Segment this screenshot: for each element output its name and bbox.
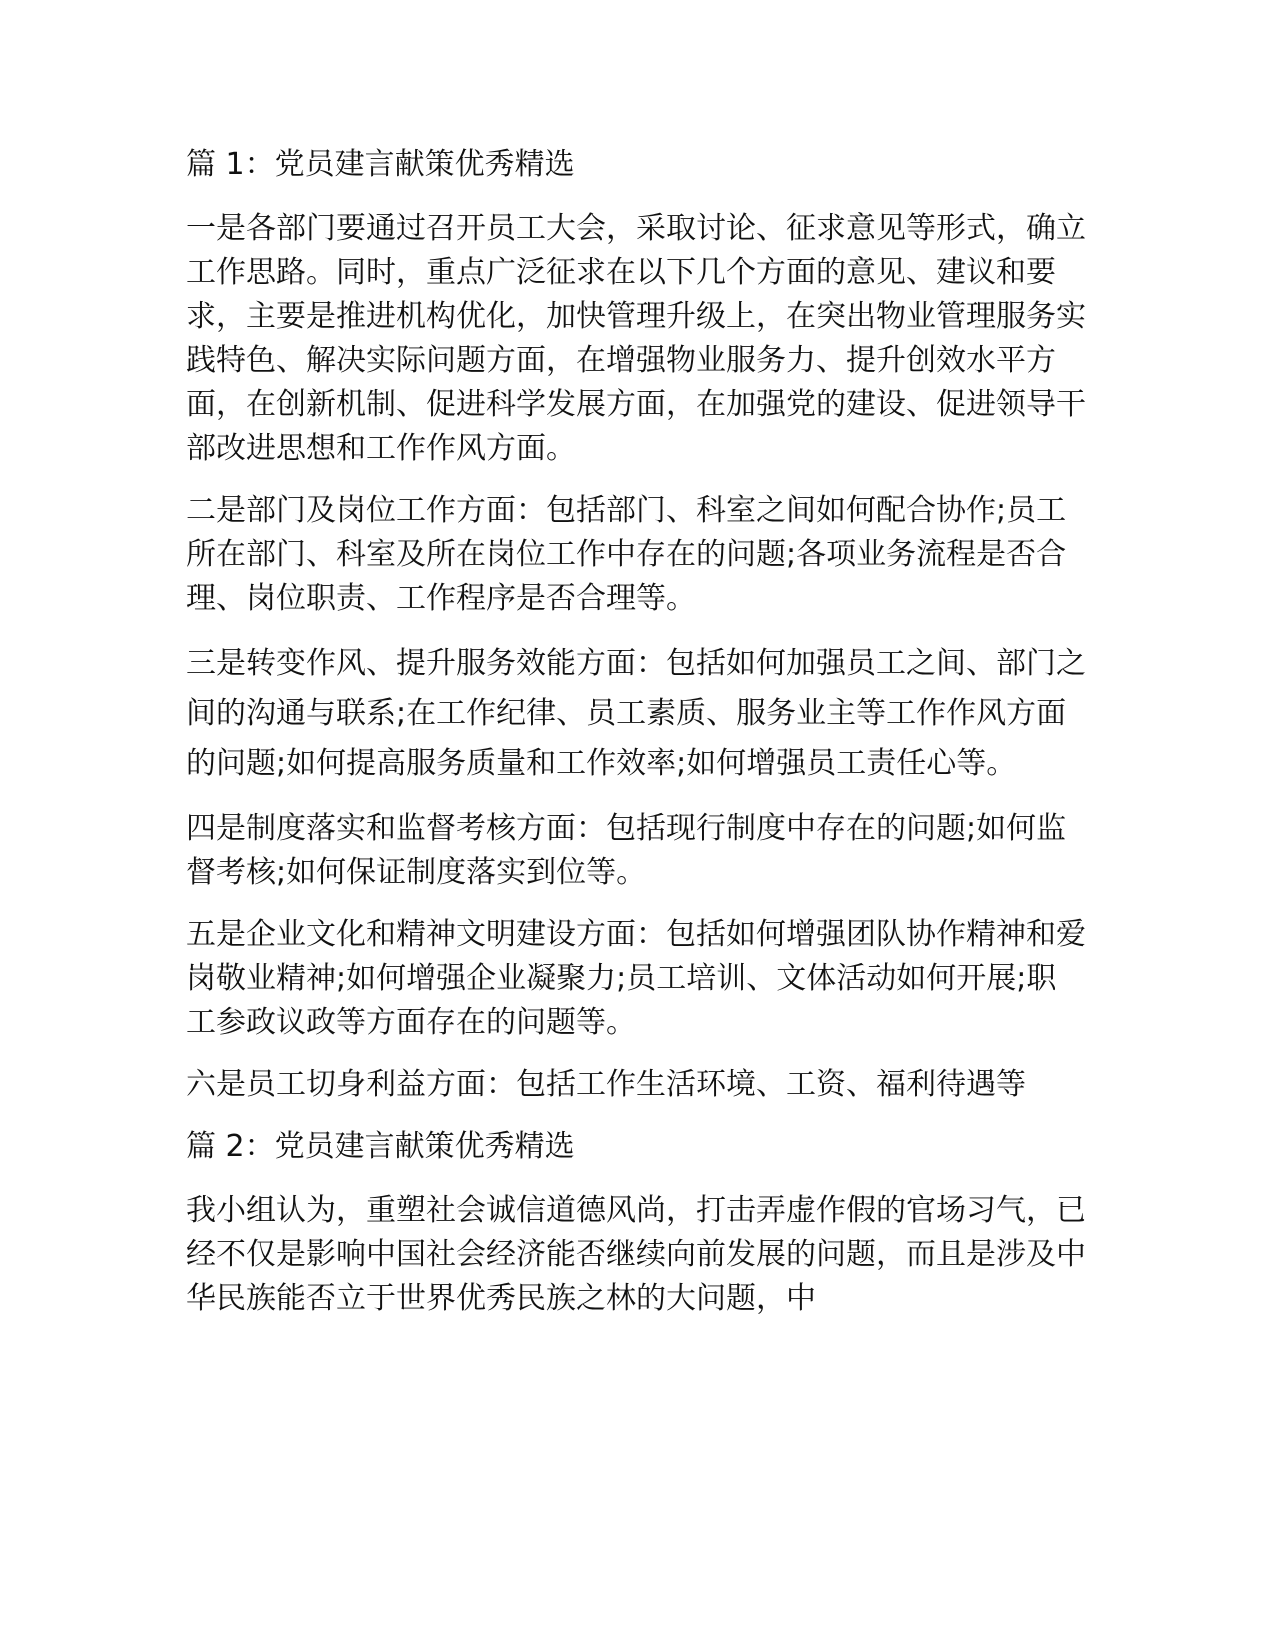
section-1-paragraph-4: 四是制度落实和监督考核方面：包括现行制度中存在的问题;如何监督考核;如何保证制度落实到位等。 (186, 811, 1067, 890)
section-2-paragraph-1: 我小组认为，重塑社会诚信道德风尚，打击弄虚作假的官场习气，已经不仅是影响中国社会经济能否继续向前发展的问题，而且是涉及中华民族能否立于世界优秀民族之林的大问题，中 (186, 1193, 1086, 1316)
section-1-paragraph-6: 六是员工切身利益方面：包括工作生活环境、工资、福利待遇等 (186, 1067, 1026, 1102)
section-1-paragraph-3: 三是转变作风、提升服务效能方面：包括如何加强员工之间、部门之间的沟通与联系;在工作纪律、员工素质、服务业主等工作作风方面的问题;如何提高服务质量和工作效率;如何增强员工责任心等。 (186, 646, 1086, 781)
section-1-paragraph-2: 二是部门及岗位工作方面：包括部门、科室之间如何配合协作;员工所在部门、科室及所在岗位工作中存在的问题;各项业务流程是否合理、岗位职责、工作程序是否合理等。 (186, 493, 1067, 616)
section-2-heading: 篇 2：党员建言献策优秀精选 (186, 1129, 575, 1164)
section-1-paragraph-5: 五是企业文化和精神文明建设方面：包括如何增强团队协作精神和爱岗敬业精神;如何增强企业凝聚力;员工培训、文体活动如何开展;职工参政议政等方面存在的问题等。 (186, 917, 1086, 1040)
section-1-paragraph-1: 一是各部门要通过召开员工大会，采取讨论、征求意见等形式，确立工作思路。同时，重点广泛征求在以下几个方面的意见、建议和要求，主要是推进机构优化，加快管理升级上，在突出物业管理服务实践特色、解决实际问题方面，在增强物业服务力、提升创效水平方面，在创新机制、促进科学发展方面，在加强党的建设、促进领导干部改进思想和工作作风方面。 (186, 211, 1086, 466)
document-page (186, 143, 1086, 1339)
section-1-heading: 篇 1：党员建言献策优秀精选 (186, 147, 575, 182)
